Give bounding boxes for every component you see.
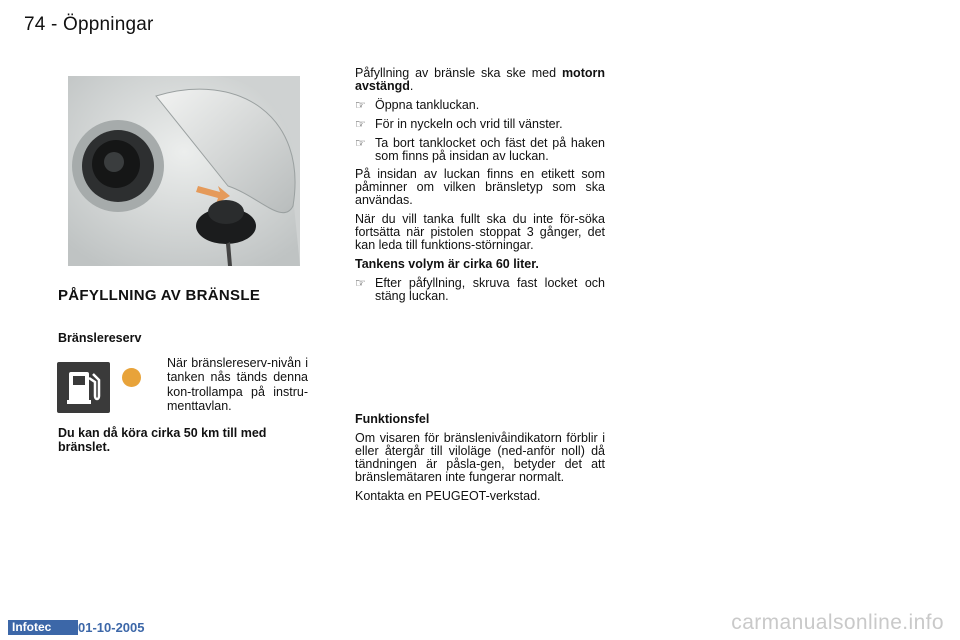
fuel-pump-glyph (57, 362, 110, 413)
full-tank-paragraph: När du vill tanka fullt ska du inte för-söka fortsätta när pistolen stoppat 3 gånger, det kan leda till funktions-störningar. (355, 212, 605, 252)
refuel-instructions (355, 67, 605, 309)
page-header: 74 - Öppningar (24, 14, 154, 35)
site-watermark: carmanualsonline.info (731, 611, 944, 634)
malfunction-section (355, 413, 605, 508)
fuel-filler-illustration (68, 76, 300, 266)
pointing-hand-icon: ☞ (355, 135, 366, 150)
pointing-hand-icon: ☞ (355, 116, 366, 131)
warning-lamp-icon (122, 368, 141, 387)
malfunction-text: Om visaren för bränslenivåindikatorn förblir i eller återgår till viloläge (ned-anför noll) då tändningen är påsla-gen, betyder det att bränslemätaren inte fungerar normalt. (355, 430, 605, 484)
list-item: ☞ Öppna tankluckan. (355, 97, 480, 112)
fuel-pump-icon (57, 362, 110, 413)
list-item: ☞ Efter påfyllning, skruva fast locket och stäng luckan. (355, 275, 605, 303)
pointing-hand-icon: ☞ (355, 97, 366, 112)
list-item: ☞ Ta bort tanklocket och fäst det på haken som finns på insidan av luckan. (355, 135, 605, 163)
reserve-description: När bränslereserv-nivån i tanken nås tänds denna kon-trollampa på instru-menttavlan. (167, 356, 308, 413)
list-item: ☞ För in nyckeln och vrid till vänster. (355, 116, 563, 131)
print-date: 01-10-2005 (78, 620, 145, 635)
malfunction-heading: Funktionsfel (355, 412, 430, 426)
label-paragraph: På insidan av luckan finns en etikett som påminner om vilken bränsletyp som ska användas. (355, 167, 605, 208)
intro-paragraph: Påfyllning av bränsle ska ske med motorn avstängd. (355, 66, 605, 93)
fuel-reserve-subheading: Bränslereserv (58, 331, 142, 345)
pointing-hand-icon: ☞ (355, 275, 366, 290)
section-title: PÅFYLLNING AV BRÄNSLE (58, 287, 261, 304)
fuel-filler-photo (68, 76, 300, 266)
engine-off-emphasis: motorn avstängd (355, 66, 605, 93)
infotec-badge: Infotec (8, 620, 78, 635)
contact-text: Kontakta en PEUGEOT-verkstad. (355, 488, 541, 503)
remaining-range-text: Du kan då köra cirka 50 km till med bränslet. (58, 426, 267, 455)
tank-capacity: Tankens volym är cirka 60 liter. (355, 256, 539, 271)
